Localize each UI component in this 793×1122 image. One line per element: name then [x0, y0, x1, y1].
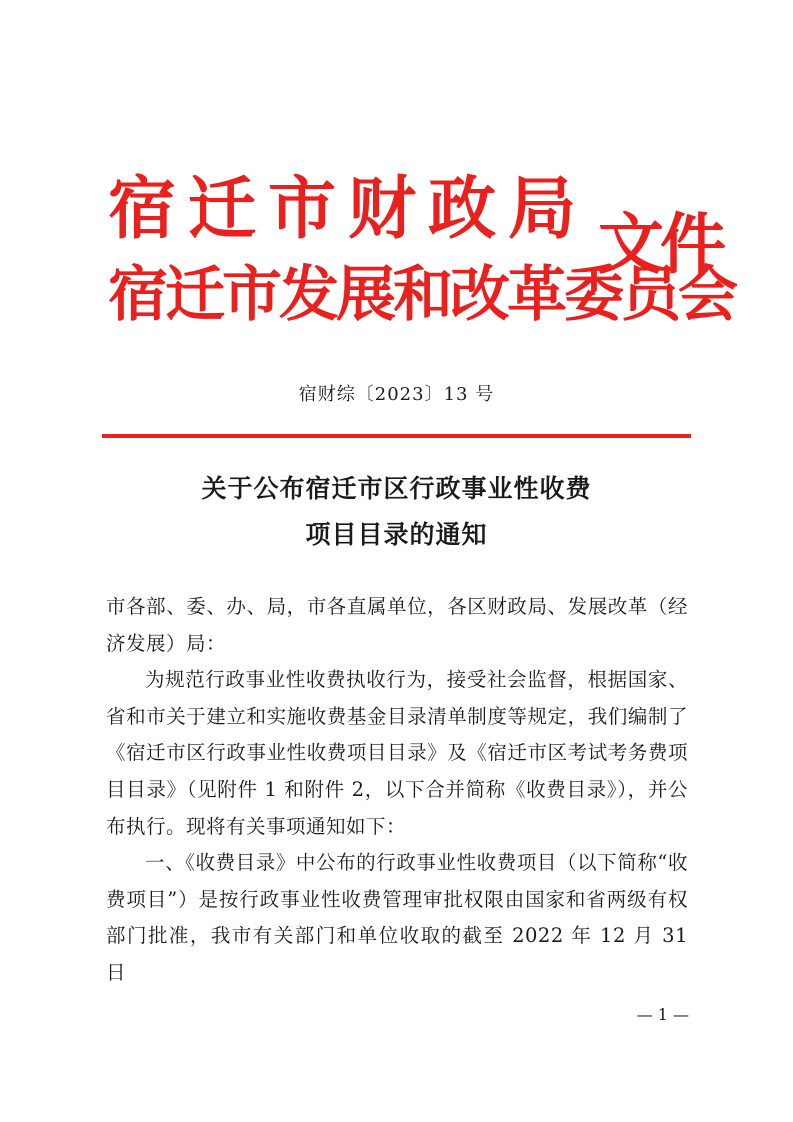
document-number: 宿财综〔2023〕13 号	[298, 384, 495, 405]
document-title	[0, 466, 793, 558]
title-line-2: 项目目录的通知	[305, 520, 488, 549]
body-paragraph-1: 为规范行政事业性收费执收行为，接受社会监督，根据国家、省和市关于建立和实施收费基金目录清单制度等规定，我们编制了《宿迁市区行政事业性收费项目目录》及《宿迁市区考试考务费项目目录》（见附件 1 和附件 2，以下合并简称《收费目录》），并公布执行。现将有关事项通知如下：	[106, 668, 688, 838]
title-line-1: 关于公布宿迁市区行政事业性收费	[201, 474, 592, 503]
salutation: 市各部、委、办、局，市各直属单位，各区财政局、发展改革（经济发展）局：	[106, 595, 688, 655]
document-body	[106, 589, 688, 992]
page-number: — 1 —	[636, 1005, 689, 1024]
red-divider-line	[102, 434, 691, 438]
issuer-line-finance-bureau: 宿迁市财政局	[108, 169, 589, 249]
document-type-word: 文件	[598, 205, 722, 283]
document-header	[108, 168, 735, 348]
body-paragraph-2: 一、《收费目录》中公布的行政事业性收费项目（以下简称“收费项目”）是按行政事业性收费管理审批权限由国家和省两级有权部门批准，我市有关部门和单位收取的截至 2022 年 12 月 31 日	[106, 851, 688, 984]
issuer-line-development-commission: 宿迁市发展和改革委员会	[108, 260, 735, 330]
